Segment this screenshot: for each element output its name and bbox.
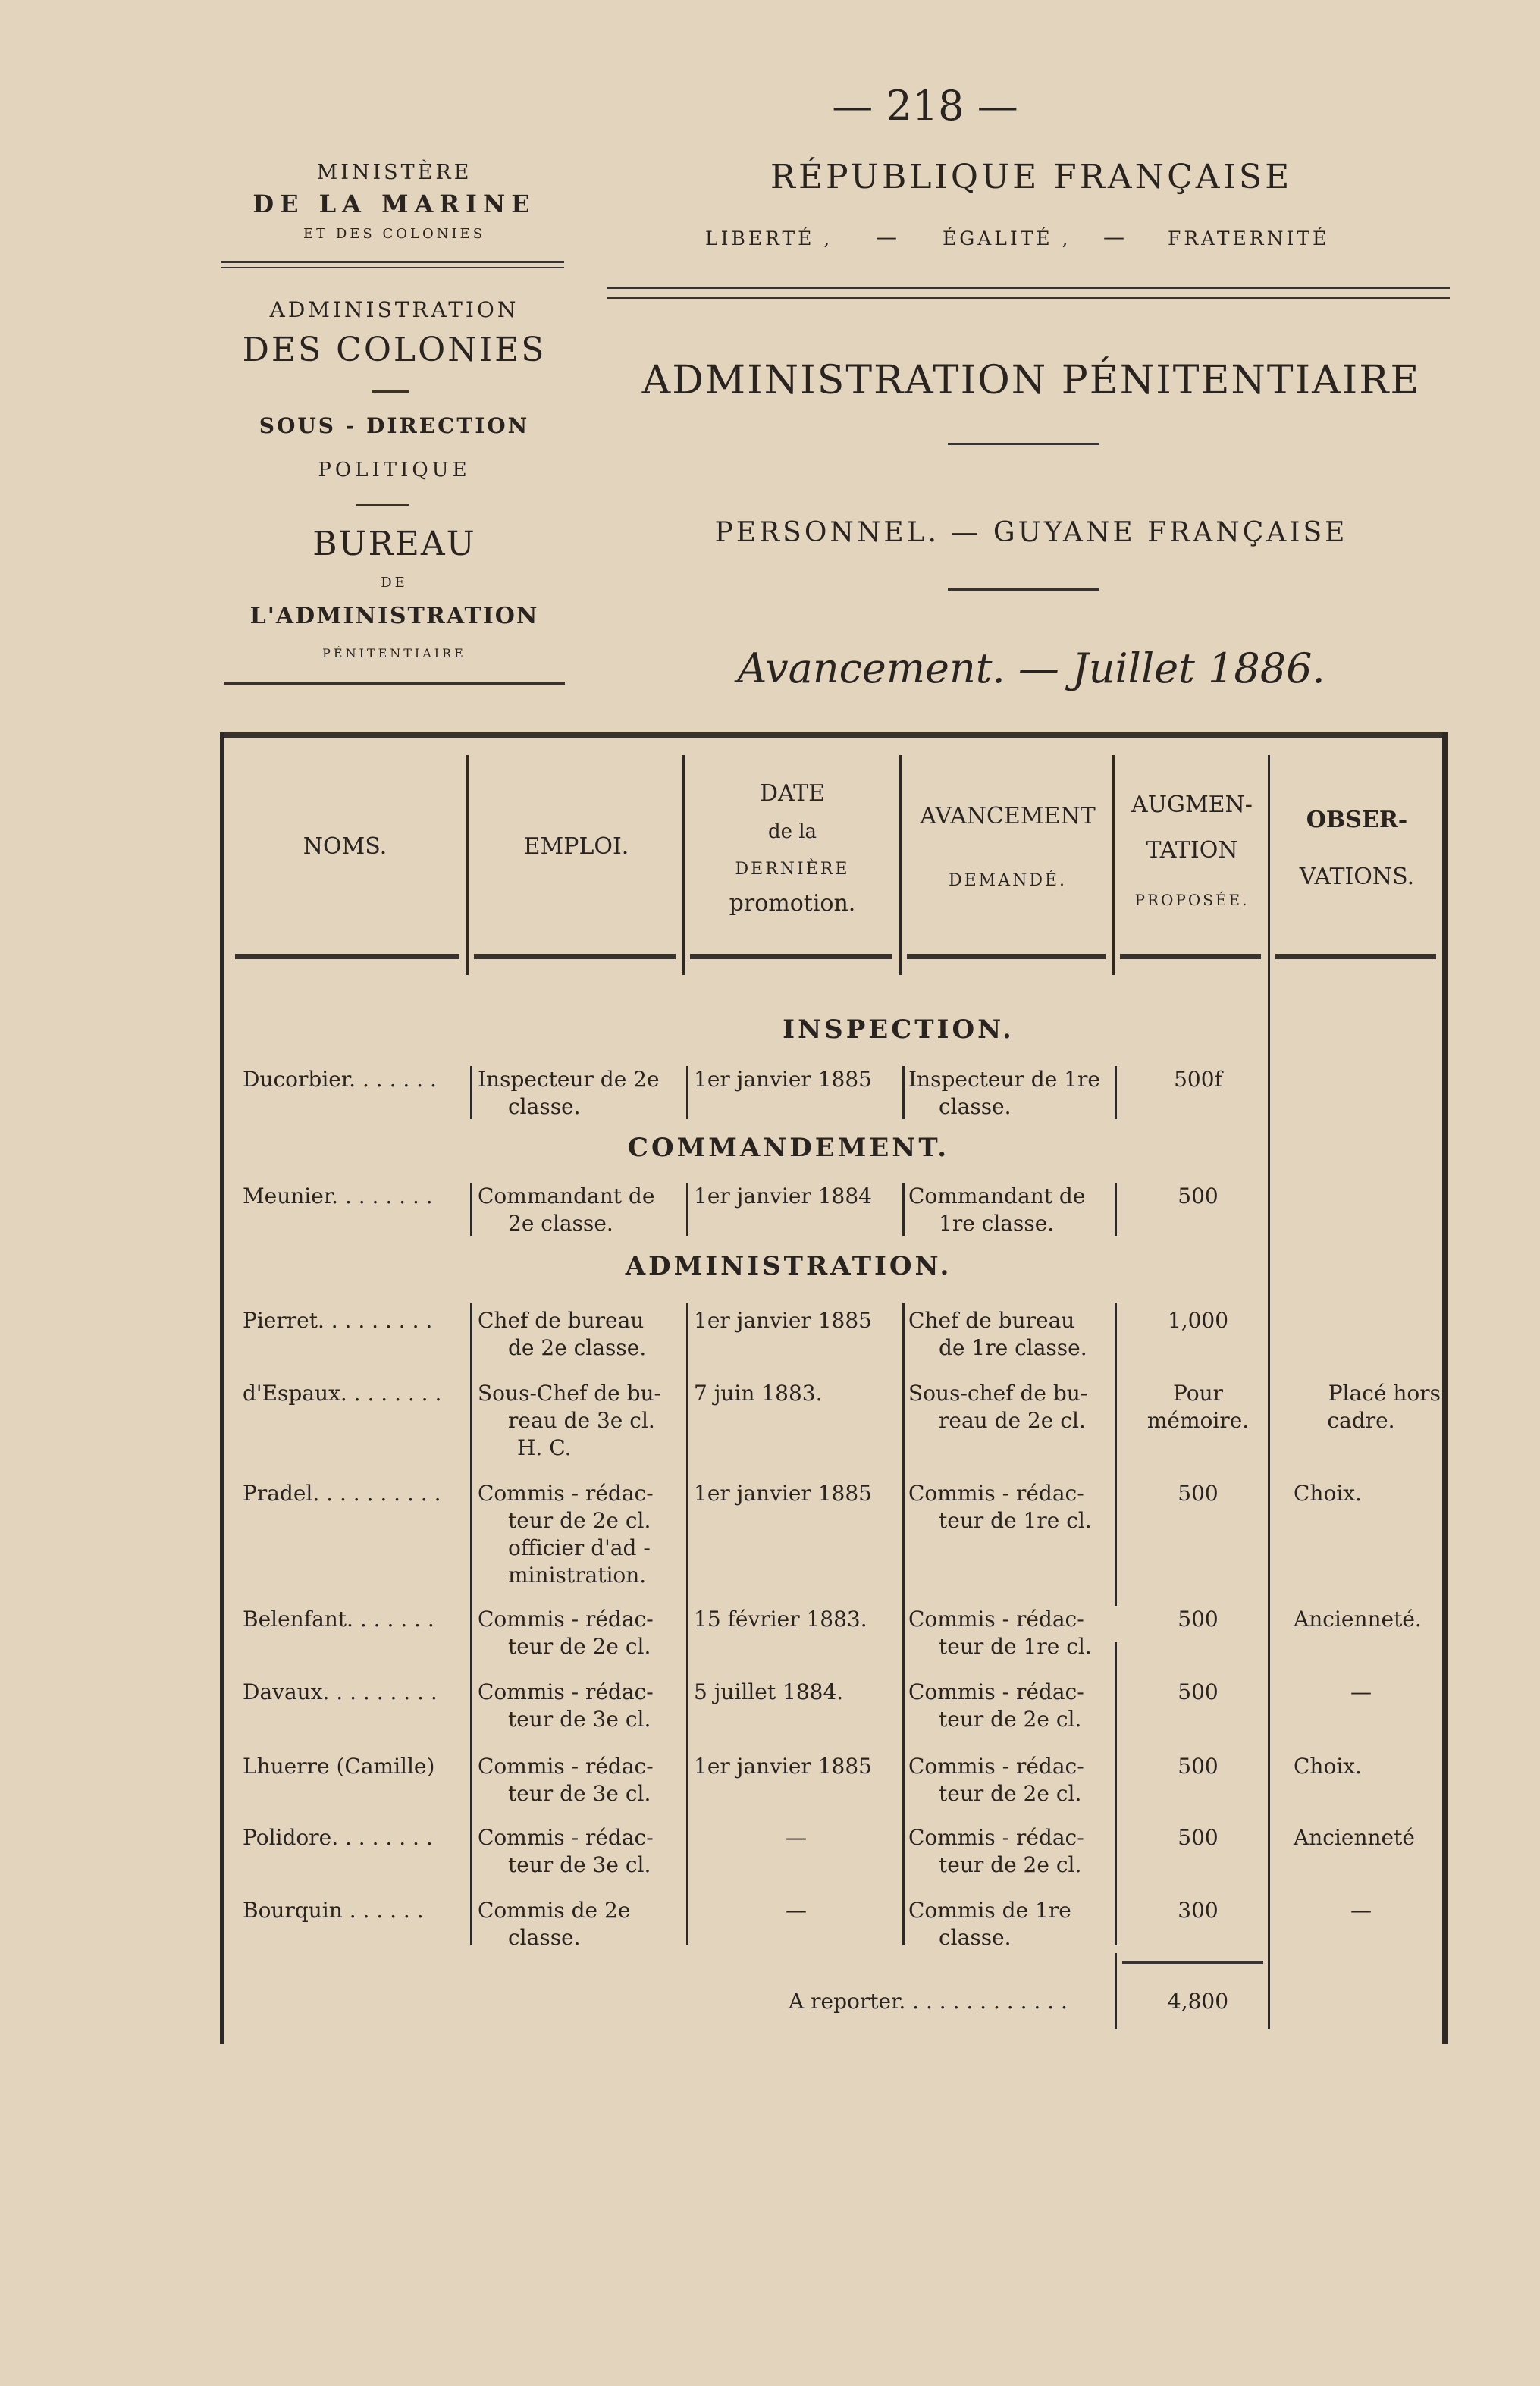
- table-left-border: [220, 732, 224, 2044]
- row-augmentation: mémoire.: [1146, 1408, 1250, 1433]
- row-emploi: Commis - rédac-: [478, 1481, 654, 1506]
- header-date-2: de la: [767, 820, 817, 843]
- row-name: Lhuerre (Camille): [243, 1754, 435, 1779]
- promotion-table: [220, 732, 1448, 2044]
- bureau-line-4: PÉNITENTIAIRE: [322, 646, 466, 660]
- row-date: 1er janvier 1884: [694, 1184, 872, 1209]
- row-observations: cadre.: [1327, 1408, 1395, 1433]
- row-avancement: classe.: [939, 1925, 1012, 1950]
- header-rule: [235, 954, 459, 959]
- divider: [948, 588, 1099, 591]
- subdir-line-1: SOUS - DIRECTION: [259, 413, 530, 438]
- row-avancement: teur de 2e cl.: [939, 1781, 1082, 1806]
- section-commandement: COMMANDEMENT.: [627, 1133, 950, 1163]
- divider: [607, 287, 1450, 289]
- row-avancement: Commis - rédac-: [908, 1754, 1084, 1779]
- col-separator: [466, 755, 469, 975]
- row-observations: Choix.: [1294, 1481, 1362, 1506]
- motto-liberte: LIBERTÉ ,: [705, 227, 833, 249]
- header-augmentation-1: AUGMEN-: [1131, 792, 1253, 818]
- row-emploi: Commis de 2e: [478, 1898, 631, 1923]
- motto-egalite: ÉGALITÉ ,: [943, 227, 1071, 249]
- col-separator: [686, 1303, 688, 1945]
- report-label: A reporter. . . . . . . . . . . . .: [789, 1989, 1068, 2014]
- row-avancement: de 1re classe.: [939, 1335, 1087, 1360]
- header-rule: [1120, 954, 1261, 959]
- page-number: — 218 —: [832, 82, 1018, 130]
- row-avancement: teur de 1re cl.: [939, 1634, 1092, 1659]
- admin-line-2: DES COLONIES: [242, 331, 547, 369]
- row-name: Polidore. . . . . . . .: [243, 1825, 433, 1850]
- row-emploi: Inspecteur de 2e: [478, 1067, 660, 1092]
- header-date-1: DATE: [760, 780, 825, 807]
- row-observations: —: [1350, 1679, 1372, 1704]
- row-date: 7 juin 1883.: [694, 1381, 823, 1406]
- header-augmentation-2: TATION: [1146, 837, 1238, 864]
- col-separator: [470, 1303, 472, 1945]
- row-avancement: Chef de bureau: [908, 1308, 1075, 1333]
- row-observations: Choix.: [1294, 1754, 1362, 1779]
- row-name: Meunier. . . . . . . .: [243, 1184, 433, 1209]
- row-observations: Placé hors: [1328, 1381, 1441, 1406]
- col-separator: [899, 755, 902, 975]
- motto-dash: —: [1103, 224, 1124, 249]
- divider: [356, 504, 409, 506]
- row-augmentation: 300: [1178, 1898, 1219, 1923]
- bureau-line-1: BUREAU: [312, 525, 476, 563]
- header-augmentation-3: PROPOSÉE.: [1134, 891, 1250, 909]
- row-augmentation: 500: [1178, 1754, 1219, 1779]
- row-emploi: teur de 3e cl.: [508, 1781, 651, 1806]
- header-date-4: promotion.: [729, 890, 856, 917]
- republic-title: RÉPUBLIQUE FRANÇAISE: [770, 158, 1293, 196]
- bureau-line-3: L'ADMINISTRATION: [249, 603, 539, 629]
- row-avancement: Commandant de: [908, 1184, 1086, 1209]
- row-observations: Ancienneté.: [1294, 1607, 1422, 1632]
- header-avancement-2: DEMANDÉ.: [948, 871, 1068, 890]
- ministry-line-1: MINISTÈRE: [316, 161, 472, 184]
- row-augmentation: 500: [1178, 1825, 1219, 1850]
- row-avancement: classe.: [939, 1094, 1012, 1119]
- row-date: 1er janvier 1885: [694, 1067, 872, 1092]
- row-avancement: teur de 2e cl.: [939, 1852, 1082, 1877]
- admin-line-1: ADMINISTRATION: [269, 297, 519, 322]
- row-observations: Ancienneté: [1294, 1825, 1415, 1850]
- header-rule: [1275, 954, 1436, 959]
- row-observations: —: [1350, 1898, 1372, 1923]
- main-title: ADMINISTRATION PÉNITENTIAIRE: [641, 358, 1421, 403]
- divider: [221, 261, 564, 263]
- header-rule: [474, 954, 676, 959]
- section-administration: ADMINISTRATION.: [625, 1251, 952, 1281]
- row-avancement: 1re classe.: [939, 1211, 1055, 1236]
- row-date: 1er janvier 1885: [694, 1754, 872, 1779]
- row-avancement: Commis de 1re: [908, 1898, 1071, 1923]
- ministry-line-3: ET DES COLONIES: [303, 226, 486, 242]
- header-date-3: DERNIÈRE: [735, 860, 850, 879]
- row-avancement: reau de 2e cl.: [939, 1408, 1086, 1433]
- divider: [224, 682, 565, 685]
- section-inspection: INSPECTION.: [783, 1014, 1015, 1045]
- row-avancement: Commis - rédac-: [908, 1607, 1084, 1632]
- row-avancement: Commis - rédac-: [908, 1679, 1084, 1704]
- row-avancement: Commis - rédac-: [908, 1825, 1084, 1850]
- row-date: 15 février 1883.: [694, 1607, 867, 1632]
- row-name: Davaux. . . . . . . . .: [243, 1679, 438, 1704]
- header-avancement-1: AVANCEMENT: [920, 803, 1096, 829]
- row-date: —: [786, 1898, 807, 1923]
- row-emploi: teur de 2e cl.: [508, 1634, 651, 1659]
- row-date: 1er janvier 1885: [694, 1308, 872, 1333]
- row-emploi: teur de 2e cl.: [508, 1508, 651, 1533]
- row-augmentation: 500: [1178, 1607, 1219, 1632]
- row-emploi: officier d'ad -: [508, 1535, 651, 1560]
- row-emploi: 2e classe.: [508, 1211, 613, 1236]
- row-emploi: classe.: [508, 1925, 581, 1950]
- row-emploi: de 2e classe.: [508, 1335, 647, 1360]
- row-emploi: H. C.: [517, 1435, 572, 1460]
- subdir-line-2: POLITIQUE: [318, 459, 471, 481]
- row-emploi: reau de 3e cl.: [508, 1408, 655, 1433]
- row-name: Bourquin . . . . . .: [243, 1898, 424, 1923]
- row-augmentation: Pour: [1173, 1381, 1223, 1406]
- divider: [948, 443, 1099, 445]
- header-emploi: EMPLOI.: [523, 833, 629, 860]
- avancement-heading: Avancement. — Juillet 1886.: [737, 644, 1325, 692]
- row-emploi: Commis - rédac-: [478, 1607, 654, 1632]
- col-separator: [682, 755, 685, 975]
- row-augmentation: 1,000: [1167, 1308, 1229, 1333]
- row-name: Ducorbier. . . . . . .: [243, 1067, 437, 1092]
- row-avancement: Commis - rédac-: [908, 1481, 1084, 1506]
- row-avancement: teur de 2e cl.: [939, 1707, 1082, 1732]
- row-emploi: Commis - rédac-: [478, 1754, 654, 1779]
- table-top-border: [220, 732, 1448, 738]
- row-avancement: teur de 1re cl.: [939, 1508, 1092, 1533]
- motto-fraternite: FRATERNITÉ: [1168, 227, 1330, 249]
- row-date: 1er janvier 1885: [694, 1481, 872, 1506]
- row-avancement: Inspecteur de 1re: [908, 1067, 1100, 1092]
- row-name: Pierret. . . . . . . . .: [243, 1308, 433, 1333]
- report-total: 4,800: [1167, 1989, 1229, 2014]
- ministry-line-2: DE LA MARINE: [252, 190, 536, 218]
- row-name: Pradel. . . . . . . . . .: [243, 1481, 441, 1506]
- divider: [221, 267, 564, 268]
- row-emploi: teur de 3e cl.: [508, 1707, 651, 1732]
- header-observations-1: OBSER-: [1306, 807, 1408, 833]
- row-emploi: Sous-Chef de bu-: [478, 1381, 662, 1406]
- row-date: —: [786, 1825, 807, 1850]
- row-date: 5 juillet 1884.: [694, 1679, 844, 1704]
- row-emploi: Commis - rédac-: [478, 1679, 654, 1704]
- row-emploi: Commandant de: [478, 1184, 655, 1209]
- header-noms: NOMS.: [303, 833, 387, 860]
- row-emploi: Commis - rédac-: [478, 1825, 654, 1850]
- row-emploi: ministration.: [508, 1563, 647, 1588]
- row-avancement: Sous-chef de bu-: [908, 1381, 1088, 1406]
- row-emploi: teur de 3e cl.: [508, 1852, 651, 1877]
- row-augmentation: 500f: [1174, 1067, 1222, 1092]
- row-augmentation: 500: [1178, 1481, 1219, 1506]
- col-separator: [902, 1303, 905, 1945]
- row-emploi: Chef de bureau: [478, 1308, 645, 1333]
- row-name: d'Espaux. . . . . . . .: [243, 1381, 442, 1406]
- total-rule: [1122, 1961, 1263, 1964]
- header-observations-2: VATIONS.: [1299, 864, 1415, 890]
- divider: [607, 297, 1450, 299]
- header-rule: [907, 954, 1106, 959]
- personnel-subtitle: PERSONNEL. — GUYANE FRANÇAISE: [714, 517, 1348, 548]
- motto-dash: —: [876, 224, 897, 249]
- row-name: Belenfant. . . . . . .: [243, 1607, 434, 1632]
- row-emploi: classe.: [508, 1094, 581, 1119]
- row-augmentation: 500: [1178, 1184, 1219, 1209]
- bureau-line-2: DE: [381, 575, 408, 591]
- row-augmentation: 500: [1178, 1679, 1219, 1704]
- header-rule: [690, 954, 892, 959]
- divider: [372, 390, 409, 393]
